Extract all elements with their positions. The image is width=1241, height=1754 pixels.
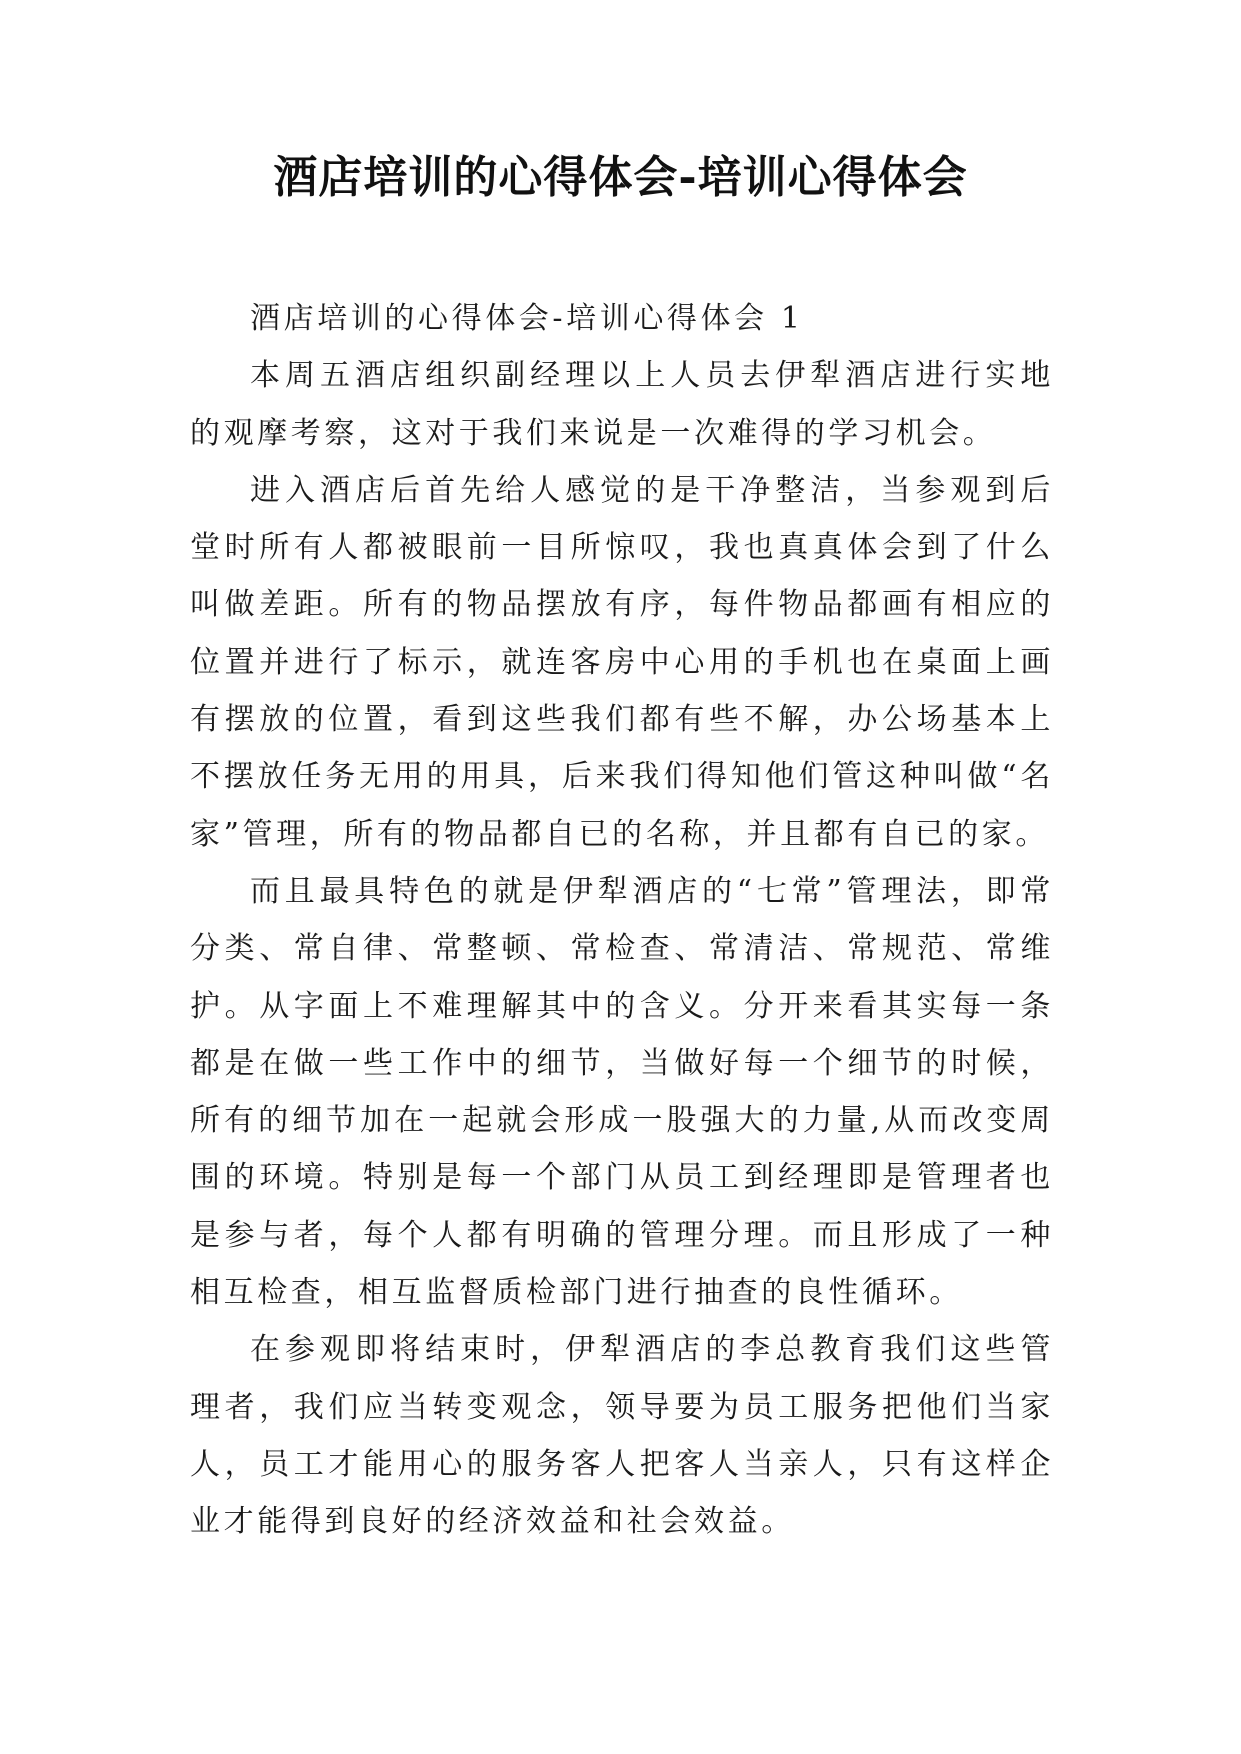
paragraph: 而且最具特色的就是伊犁酒店的“七常”管理法，即常分类、常自律、常整顿、常检查、常清洁、常规范、常维护。从字面上不难理解其中的含义。分开来看其实每一条都是在做一些工作中的细节，当做好每一个细节的时候，所有的细节加在一起就会形成一股强大的力量,从而改变周围的环境。特别是每一个部门从员工到经理即是管理者也是参与者，每个人都有明确的管理分理。而且形成了一种相互检查，相互监督质检部门进行抽查的良性循环。 — [190, 873, 1054, 1311]
document-body — [190, 290, 1054, 1551]
document-title: 酒店培训的心得体会-培训心得体会 — [273, 152, 968, 203]
paragraph: 在参观即将结束时，伊犁酒店的李总教育我们这些管理者，我们应当转变观念，领导要为员工服务把他们当家人，员工才能用心的服务客人把客人当亲人，只有这样企业才能得到良好的经济效益和社会效益。 — [190, 1332, 1054, 1540]
paragraph: 本周五酒店组织副经理以上人员去伊犁酒店进行实地的观摩考察，这对于我们来说是一次难得的学习机会。 — [190, 358, 1054, 451]
paragraph: 进入酒店后首先给人感觉的是干净整洁，当参观到后堂时所有人都被眼前一目所惊叹，我也真真体会到了什么叫做差距。所有的物品摆放有序，每件物品都画有相应的位置并进行了标示，就连客房中心用的手机也在桌面上画有摆放的位置，看到这些我们都有些不解，办公场基本上不摆放任务无用的用具，后来我们得知他们管这种叫做“名家”管理，所有的物品都自已的名称，并且都有自已的家。 — [190, 472, 1054, 852]
paragraph-heading: 酒店培训的心得体会-培训心得体会 1 — [250, 301, 804, 336]
